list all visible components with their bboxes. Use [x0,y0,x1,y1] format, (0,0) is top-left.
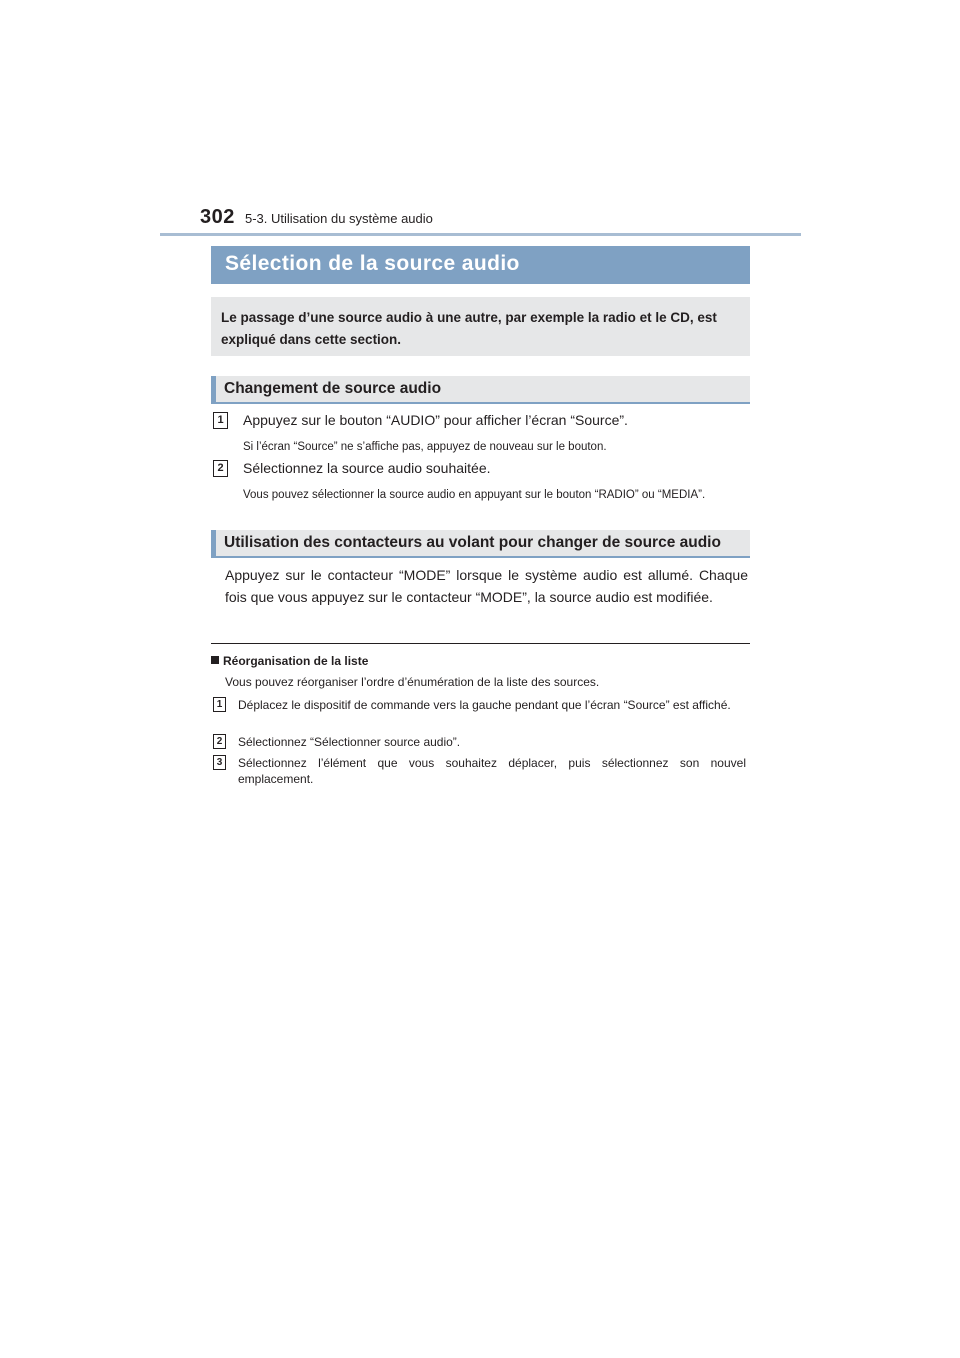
step-number-badge: 2 [213,734,226,749]
step-text: Sélectionnez l’élément que vous souhaitez déplacer, puis sélectionnez son nouvel emplacement. [238,756,746,786]
section-divider [211,643,750,644]
step-text: Sélectionnez la source audio souhaitée. [243,460,491,476]
section-breadcrumb: 5-3. Utilisation du système audio [245,211,433,226]
page-title-bar [211,246,750,284]
section-heading: Utilisation des contacteurs au volant pour changer de source audio [224,534,721,551]
heading-accent [211,530,216,556]
page-number: 302 [200,206,235,228]
step-number-badge: 1 [213,412,228,429]
subsection-title-text: Réorganisation de la liste [223,654,369,668]
step-number-badge: 2 [213,460,228,477]
body-paragraph: Appuyez sur le contacteur “MODE” lorsque le système audio est allumé. Chaque fois que vous appuyez sur le contacteur “MODE”, la source audio est modifiée. [225,567,748,605]
step-text: Déplacez le dispositif de commande vers la gauche pendant que l’écran “Source” est affiché. [238,698,731,712]
subsection-title [211,654,368,668]
step-text: Sélectionnez “Sélectionner source audio”. [238,735,461,749]
page-title: Sélection de la source audio [225,252,520,275]
step-note: Vous pouvez sélectionner la source audio en appuyant sur le bouton “RADIO” ou “MEDIA”. [243,489,706,501]
step-note: Si l’écran “Source” ne s’affiche pas, appuyez de nouveau sur le bouton. [243,441,607,453]
step-number-badge: 3 [213,755,226,770]
section-heading-bar [211,376,750,404]
intro-box [211,297,750,356]
header-divider [160,233,801,236]
subsection-intro: Vous pouvez réorganiser l’ordre d’énumération de la liste des sources. [225,675,600,689]
intro-text: Le passage d’une source audio à une autre, par exemple la radio et le CD, est expliqué dans cette section. [221,310,717,347]
heading-accent [211,376,216,402]
section-heading: Changement de source audio [224,380,442,397]
step-text: Appuyez sur le bouton “AUDIO” pour afficher l’écran “Source”. [243,412,628,428]
step-number-badge: 1 [213,697,226,712]
bullet-square-icon [211,656,219,664]
section-heading-bar [211,530,750,558]
page-header [200,206,800,232]
